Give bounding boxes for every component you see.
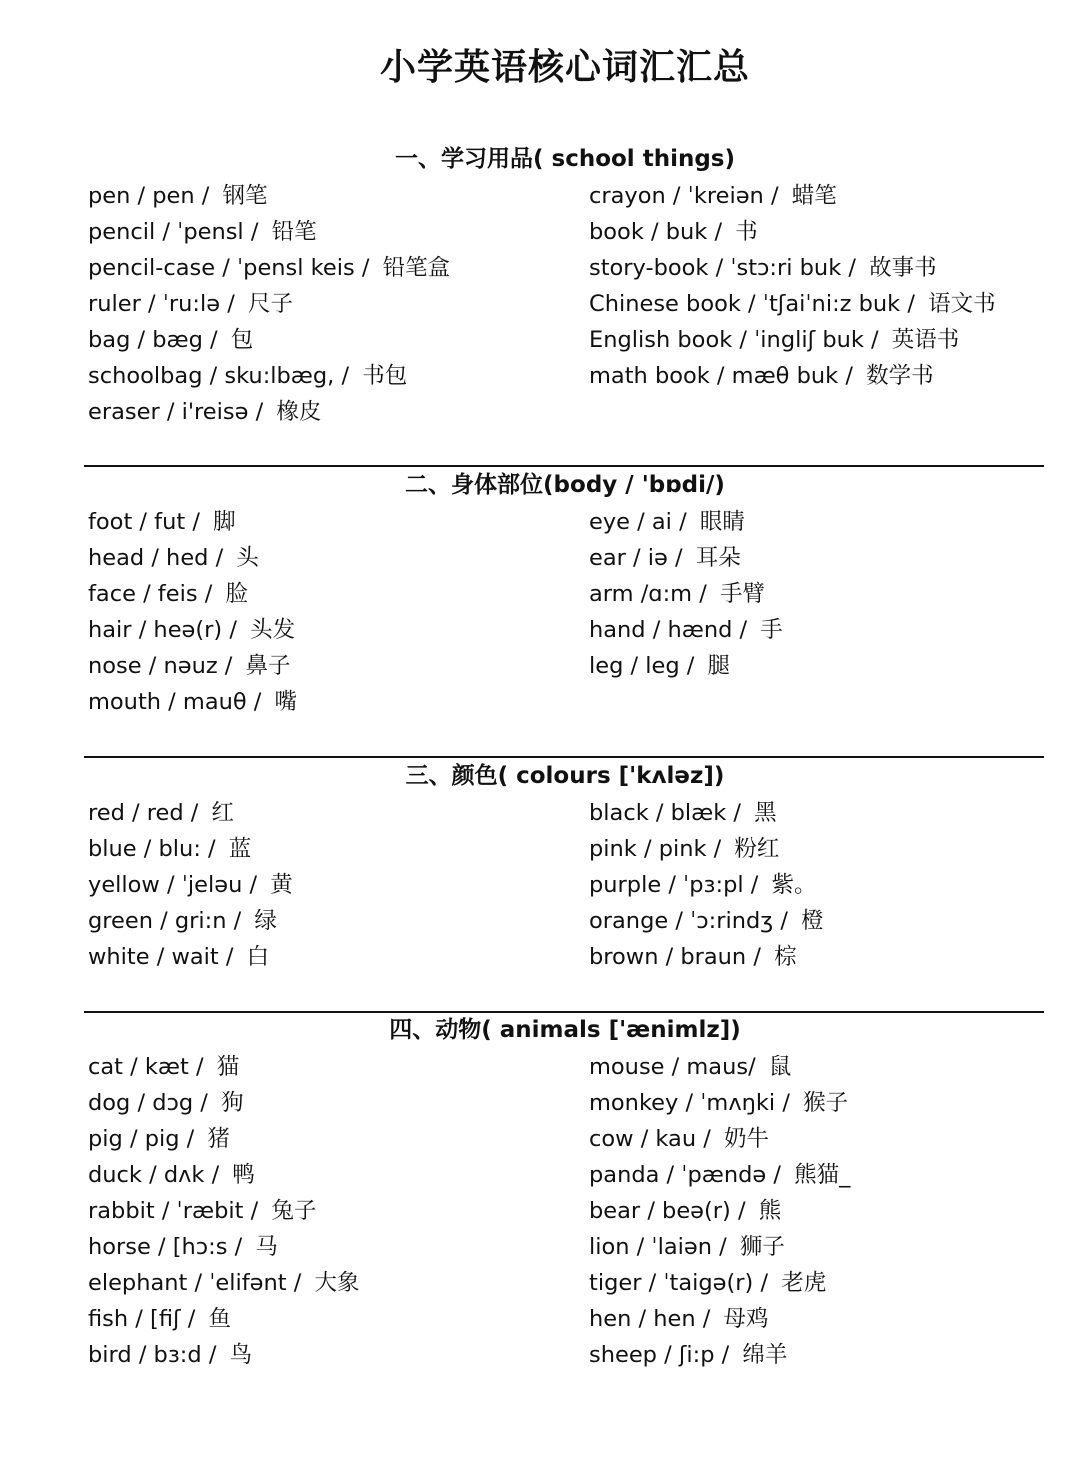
word-english: white / wait /	[88, 944, 241, 970]
word-english: schoolbag / sku:lbæg, /	[88, 363, 357, 389]
word-english: fish / [fiʃ /	[88, 1306, 203, 1332]
word-entry	[589, 250, 996, 286]
word-entry	[589, 648, 783, 684]
word-chinese: 绵羊	[742, 1342, 788, 1368]
word-entry	[88, 358, 450, 394]
section-heading: 二、身体部位(body / 'bɒdi/)	[405, 472, 725, 498]
word-english: mouse / maus/	[589, 1054, 763, 1080]
word-chinese: 棕	[774, 944, 797, 970]
word-chinese: 大象	[314, 1270, 360, 1296]
word-chinese: 鱼	[208, 1306, 231, 1332]
word-english: pink / pink /	[589, 836, 729, 862]
word-entry	[88, 939, 293, 975]
word-english: face / feis /	[88, 581, 220, 607]
word-english: hand / hænd /	[589, 617, 755, 643]
word-entry	[88, 576, 297, 612]
word-english: dog / dɔg /	[88, 1090, 216, 1116]
word-entry	[88, 1301, 360, 1337]
word-entry	[88, 831, 293, 867]
word-entry	[589, 831, 824, 867]
word-column-right	[589, 1049, 850, 1373]
word-entry	[589, 1265, 850, 1301]
word-entry	[88, 903, 293, 939]
word-entry	[589, 576, 783, 612]
word-chinese: 铅笔盒	[382, 255, 451, 281]
word-english: bag / bæg /	[88, 327, 225, 353]
word-chinese: 钢笔	[222, 183, 268, 209]
word-entry	[88, 795, 293, 831]
word-column-left	[88, 1049, 360, 1373]
word-entry	[589, 903, 824, 939]
word-english: horse / [hɔ:s /	[88, 1234, 250, 1260]
word-chinese: 猫	[216, 1054, 240, 1080]
word-english: book / buk /	[589, 219, 730, 245]
word-entry	[88, 1193, 360, 1229]
word-column-right	[589, 178, 996, 394]
section-heading: 一、学习用品( school things)	[394, 146, 735, 172]
word-entry	[88, 1229, 360, 1265]
word-entry	[88, 214, 450, 250]
word-english: purple / ˈpɜ:pl /	[589, 872, 766, 898]
word-chinese: 嘴	[274, 689, 298, 715]
word-english: hen / hen /	[589, 1306, 718, 1332]
word-english: foot / fut /	[88, 509, 208, 535]
word-chinese: 鼠	[768, 1054, 792, 1080]
word-entry	[88, 540, 297, 576]
word-english: lion / ˈlaiən /	[589, 1234, 734, 1260]
word-entry	[88, 867, 293, 903]
word-chinese: 手	[760, 617, 783, 643]
word-chinese: 熊	[758, 1198, 782, 1224]
word-chinese: 耳朵	[695, 545, 741, 571]
word-english: black / blæk /	[589, 800, 749, 826]
word-column-left	[88, 504, 297, 720]
word-english: cat / kæt /	[88, 1054, 211, 1080]
word-chinese: 鸟	[229, 1342, 253, 1368]
word-english: head / hed /	[88, 545, 231, 571]
word-chinese: 包	[230, 327, 254, 353]
word-entry	[88, 1337, 360, 1373]
word-chinese: 蜡笔	[791, 183, 837, 209]
section-divider	[84, 756, 1044, 758]
word-entry	[589, 1337, 850, 1373]
word-entry	[589, 358, 996, 394]
word-chinese: 手臂	[719, 581, 765, 607]
word-entry	[88, 612, 297, 648]
word-entry	[589, 1301, 850, 1337]
word-entry	[589, 1049, 850, 1085]
word-english: eye / ai /	[589, 509, 694, 535]
word-chinese: 头	[236, 545, 259, 571]
word-chinese: 脸	[225, 581, 248, 607]
word-chinese: 绿	[254, 908, 277, 934]
word-entry	[589, 795, 824, 831]
word-chinese: 尺子	[248, 291, 294, 317]
word-entry	[589, 1193, 850, 1229]
word-chinese: 脚	[213, 509, 236, 535]
word-chinese: 狗	[221, 1090, 244, 1116]
word-english: nose / nəuz /	[88, 653, 240, 679]
word-english: brown / braun /	[589, 944, 769, 970]
word-english: arm /ɑ:m /	[589, 581, 714, 607]
page-title: 小学英语核心词汇汇总	[379, 47, 750, 88]
word-entry	[88, 1049, 360, 1085]
word-english: ear / iə /	[589, 545, 690, 571]
word-column-left	[88, 178, 450, 430]
word-english: pencil-case / ˈpensl keis /	[88, 255, 377, 281]
section-divider	[84, 465, 1044, 467]
word-entry	[88, 684, 297, 720]
word-english: cow / kau /	[589, 1126, 718, 1152]
word-english: monkey / ˈmʌŋki /	[589, 1090, 798, 1116]
section-divider	[84, 1011, 1044, 1013]
word-chinese: 黑	[754, 800, 777, 826]
word-english: red / red /	[88, 800, 206, 826]
word-chinese: 鸭	[232, 1162, 255, 1188]
word-english: tiger / ˈtaigə(r) /	[589, 1270, 776, 1296]
word-english: leg / leg /	[589, 653, 702, 679]
word-english: orange / ˈɔ:rindʒ /	[589, 908, 796, 934]
word-entry	[88, 250, 450, 286]
word-chinese: 母鸡	[723, 1306, 769, 1332]
word-chinese: 猴子	[803, 1090, 849, 1116]
word-entry	[88, 1265, 360, 1301]
word-entry	[589, 867, 824, 903]
word-column-right	[589, 504, 783, 684]
word-english: crayon / ˈkreiən /	[589, 183, 786, 209]
section-heading: 四、动物( animals ['ænimlz])	[389, 1017, 741, 1043]
word-english: ruler / ˈru:lə /	[88, 291, 242, 317]
word-chinese: 鼻子	[245, 653, 291, 679]
word-english: pencil / ˈpensl /	[88, 219, 266, 245]
word-chinese: 粉红	[734, 836, 780, 862]
word-english: math book / mæθ buk /	[589, 363, 861, 389]
word-chinese: 数学书	[866, 363, 934, 389]
word-column-left	[88, 795, 293, 975]
word-entry	[589, 1085, 850, 1121]
word-english: sheep / ʃi:p /	[589, 1342, 737, 1368]
word-english: mouth / mauθ /	[88, 689, 269, 715]
word-english: blue / blu: /	[88, 836, 223, 862]
word-chinese: 腿	[707, 653, 731, 679]
word-chinese: 黄	[270, 872, 293, 898]
word-entry	[589, 612, 783, 648]
word-english: duck / dʌk /	[88, 1162, 227, 1188]
word-entry	[88, 1085, 360, 1121]
word-chinese: 故事书	[869, 255, 937, 281]
word-entry	[589, 178, 996, 214]
word-english: panda / ˈpændə /	[589, 1162, 789, 1188]
word-entry	[88, 322, 450, 358]
word-entry	[88, 394, 450, 430]
word-entry	[589, 286, 996, 322]
section-heading: 三、颜色( colours ['kʌləz])	[405, 763, 725, 789]
word-chinese: 橡皮	[276, 399, 322, 425]
word-english: pen / pen /	[88, 183, 217, 209]
word-english: pig / pig /	[88, 1126, 202, 1152]
word-chinese: 眼睛	[699, 509, 745, 535]
word-chinese: 书包	[362, 363, 408, 389]
word-entry	[589, 1157, 850, 1193]
word-column-right	[589, 795, 824, 975]
word-chinese: 熊猫_	[794, 1162, 851, 1188]
word-entry	[589, 1229, 850, 1265]
word-chinese: 老虎	[781, 1270, 827, 1296]
word-entry	[88, 286, 450, 322]
word-english: Chinese book / ˈtʃaiˈni:z buk /	[589, 291, 923, 317]
word-chinese: 蓝	[228, 836, 252, 862]
word-chinese: 猪	[207, 1126, 230, 1152]
word-chinese: 橙	[801, 908, 824, 934]
word-english: story-book / ˈstɔ:ri buk /	[589, 255, 864, 281]
word-chinese: 铅笔	[271, 219, 317, 245]
word-english: rabbit / ˈræbit /	[88, 1198, 266, 1224]
word-english: yellow / ˈjeləu /	[88, 872, 265, 898]
word-chinese: 白	[246, 944, 270, 970]
word-entry	[589, 540, 783, 576]
word-chinese: 紫。	[771, 872, 817, 898]
word-chinese: 兔子	[271, 1198, 317, 1224]
word-entry	[589, 322, 996, 358]
word-entry	[88, 648, 297, 684]
word-english: English book / ˈingliʃ buk /	[589, 327, 886, 353]
word-chinese: 奶牛	[724, 1126, 770, 1152]
word-chinese: 书	[735, 219, 758, 245]
word-english: bear / beə(r) /	[589, 1198, 753, 1224]
word-entry	[589, 504, 783, 540]
word-entry	[88, 178, 450, 214]
word-english: bird / bɜ:d /	[88, 1342, 224, 1368]
word-english: hair / heə(r) /	[88, 617, 245, 643]
word-chinese: 头发	[250, 617, 296, 643]
word-entry	[589, 939, 824, 975]
word-english: eraser / i'reisə /	[88, 399, 271, 425]
word-entry	[589, 1121, 850, 1157]
word-chinese: 马	[255, 1234, 278, 1260]
word-english: elephant / ˈelifənt /	[88, 1270, 309, 1296]
word-chinese: 狮子	[739, 1234, 785, 1260]
word-chinese: 红	[211, 800, 235, 826]
word-entry	[88, 1121, 360, 1157]
word-chinese: 语文书	[928, 291, 996, 317]
word-entry	[88, 1157, 360, 1193]
word-entry	[88, 504, 297, 540]
word-english: green / gri:n /	[88, 908, 249, 934]
word-entry	[589, 214, 996, 250]
word-chinese: 英语书	[891, 327, 960, 353]
